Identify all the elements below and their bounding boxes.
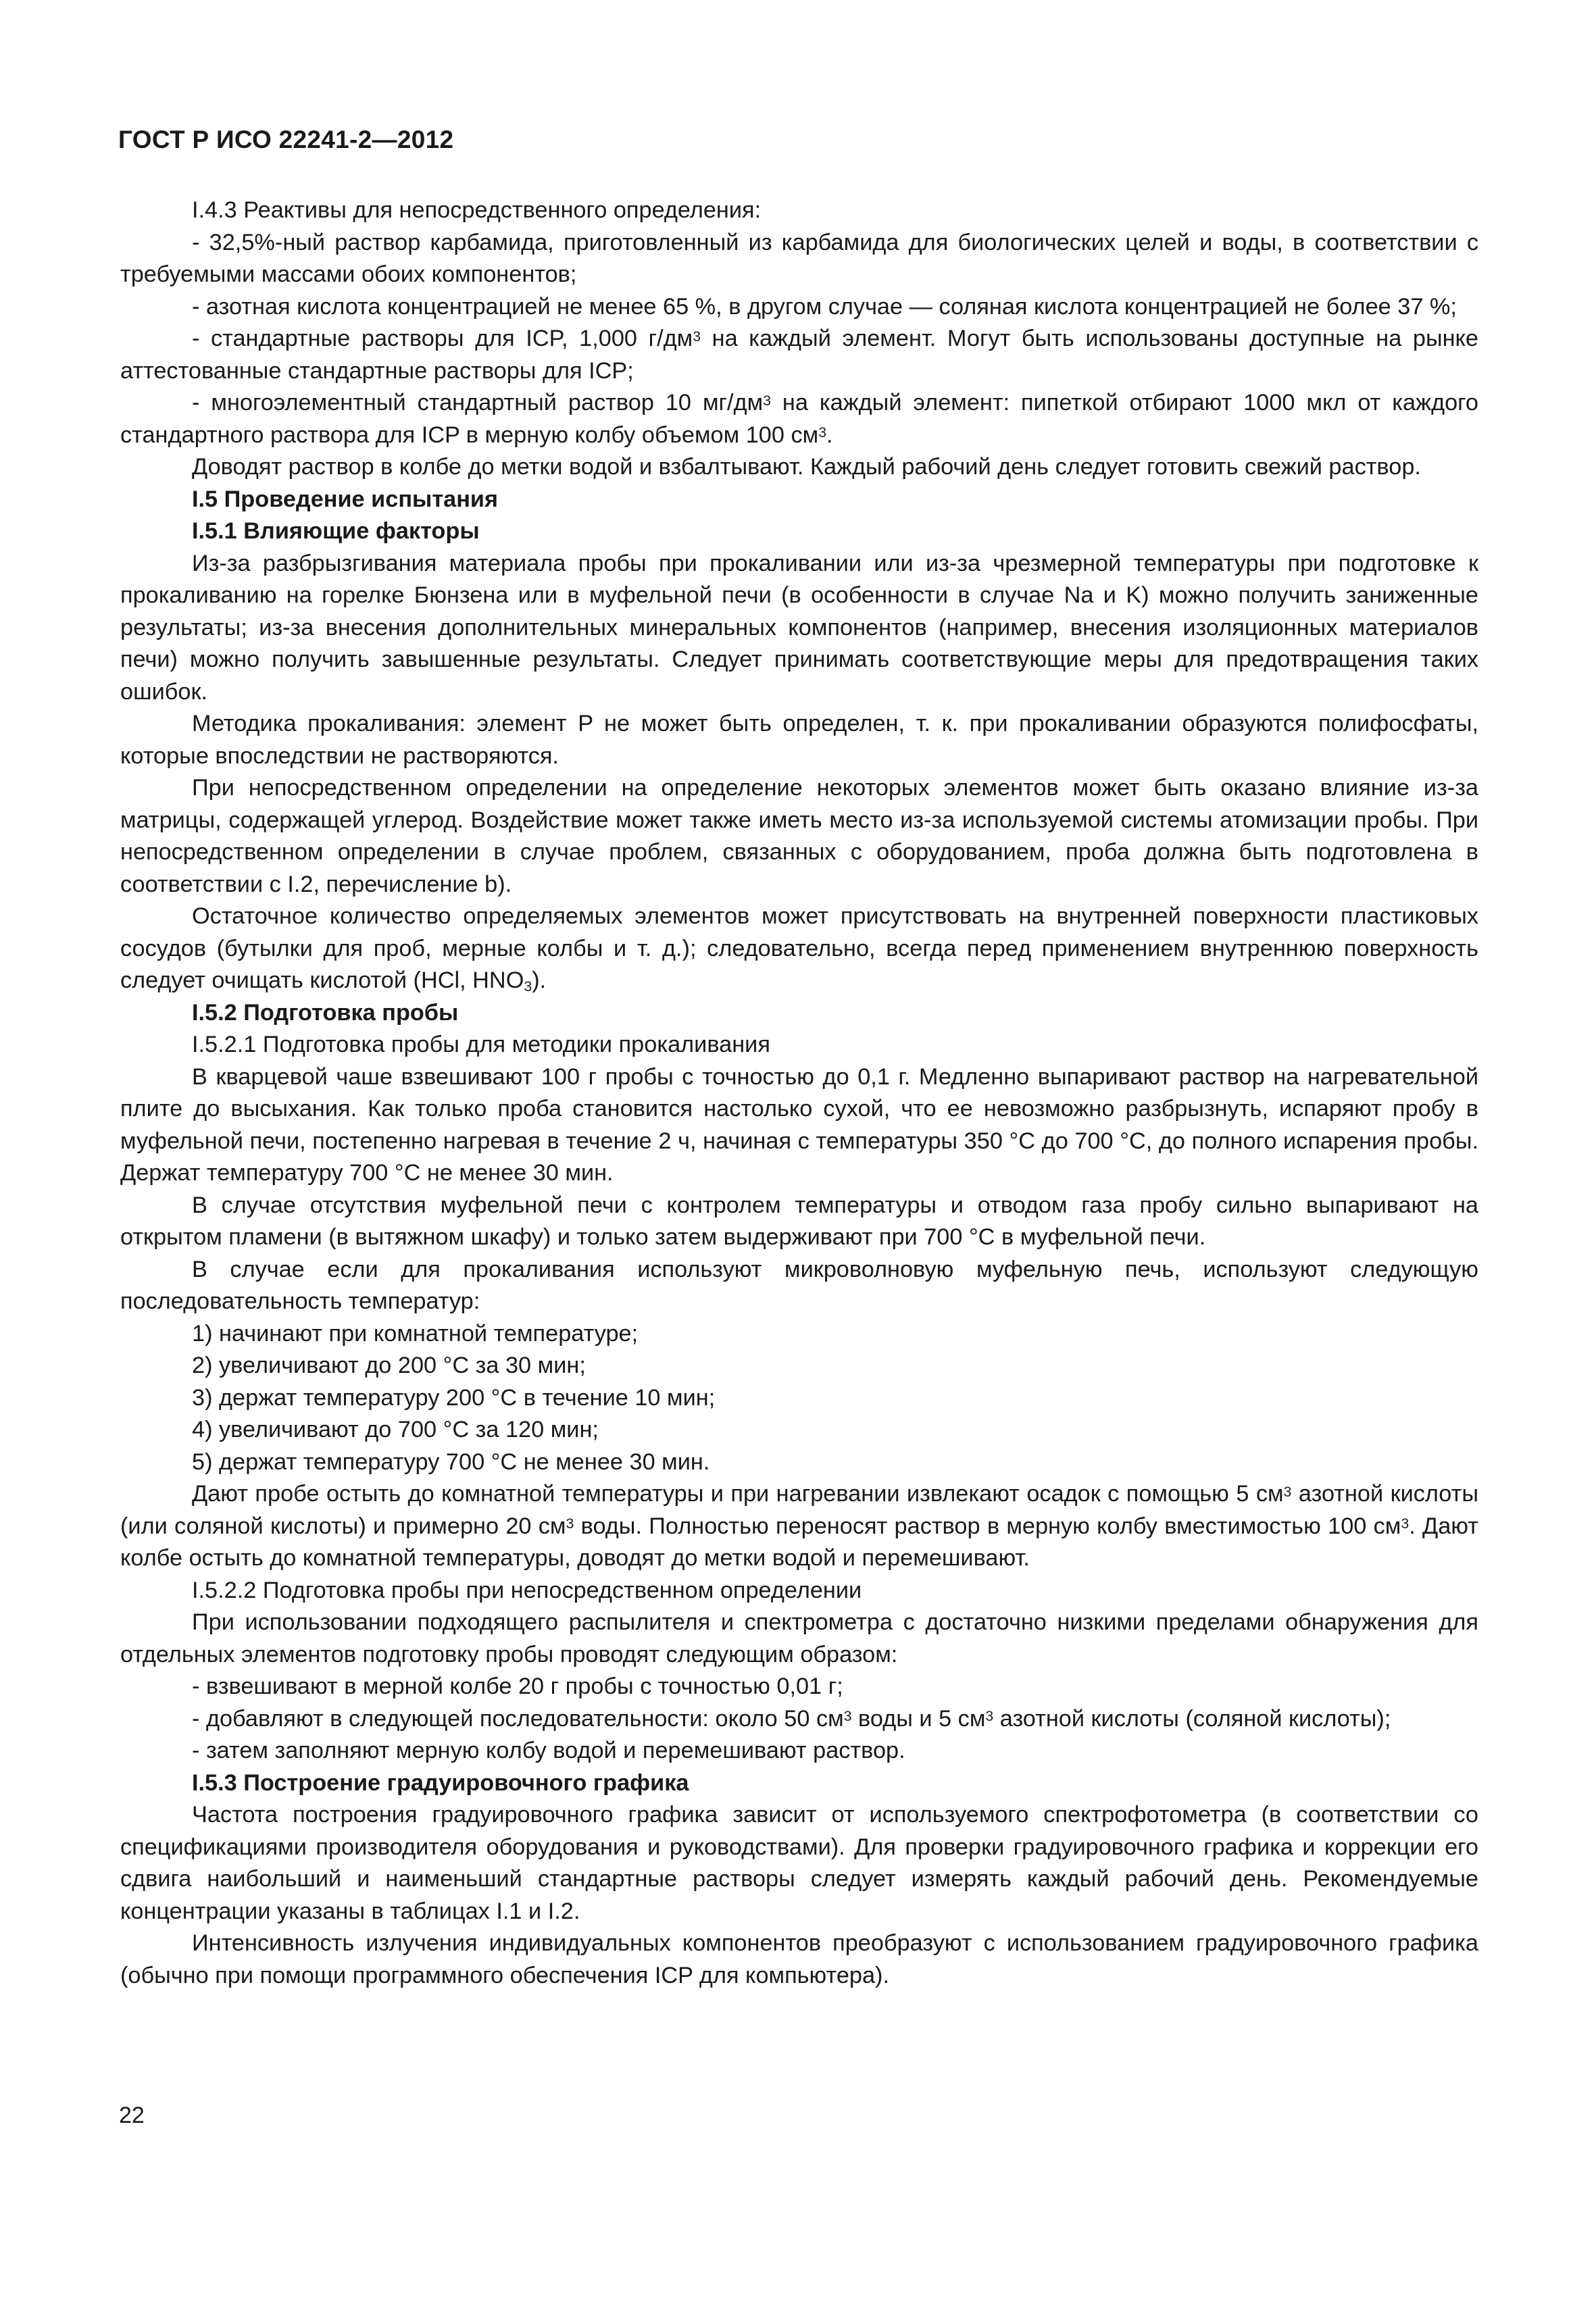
paragraph-text: на каждый элемент: пипеткой отбирают 1000 мкл от каждого стандартного раствора для ICP в мерную колбу объемом 100 см — [120, 390, 1478, 448]
superscript: 3 — [1283, 1483, 1292, 1500]
paragraph-text: азотной кислоты (соляной кислоты); — [993, 1705, 1391, 1732]
paragraph-text: Дают пробе остыть до комнатной температуры и при нагревании извлекают осадок с помощью 5 см — [192, 1481, 1284, 1507]
paragraph-text: 3) держат температуру 200 °C в течение 10 мин; — [192, 1384, 716, 1411]
body-paragraph — [120, 451, 1478, 484]
body-paragraph — [120, 1928, 1478, 1992]
paragraph-text: на каждый элемент. Могут быть использованы доступные на рынке аттестованные стандартные растворы для ICP; — [120, 326, 1478, 384]
paragraph-text: При непосредственном определении на определение некоторых элементов может быть оказано влияние из-за матрицы, содержащей углерод. Воздействие может также иметь место из-за используемой системы атомизации пробы. При непосредственном определении в случае проблем, связанных с оборудованием, проба должна быть подготовлена в соответствии с I.2, перечисление b). — [120, 775, 1478, 897]
body-paragraph — [120, 1447, 1478, 1479]
paragraph-text: Из-за разбрызгивания материала пробы при прокаливании или из-за чрезмерной температуры при подготовке к прокаливанию на горелке Бюнзена или в муфельной печи (в особенности в случае Na и K) можно получить заниженные результаты; из-за внесения дополнительных минеральных компонентов (например, внесения изоляционных материалов печи) можно получить завышенные результаты. Следует принимать соответствующие меры для предотвращения таких ошибок. — [120, 550, 1478, 705]
superscript: 3 — [566, 1515, 574, 1532]
superscript: 3 — [763, 392, 771, 409]
paragraph-text: I.5.2.1 Подготовка пробы для методики прокаливания — [192, 1032, 770, 1057]
section-heading — [120, 484, 1478, 516]
paragraph-text: I.5.2 Подготовка пробы — [192, 999, 459, 1026]
body-paragraph — [120, 1671, 1478, 1703]
body-paragraph — [120, 1382, 1478, 1415]
paragraph-text: Остаточное количество определяемых элементов может присутствовать на внутренней поверхности пластиковых сосудов (бутылки для проб, мерные колбы и т. д.); следовательно, всегда перед применением внутреннюю поверхность следует очищать кислотой (HCl, HNO — [120, 903, 1478, 993]
body-paragraph — [120, 291, 1478, 324]
superscript: 3 — [985, 1708, 994, 1725]
section-heading — [120, 997, 1478, 1030]
body-paragraph — [120, 901, 1478, 997]
body-paragraph — [120, 1607, 1478, 1671]
paragraph-text: I.5.1 Влияющие факторы — [192, 518, 480, 544]
paragraph-text: Методика прокаливания: элемент P не может быть определен, т. к. при прокаливании образуются полифосфаты, которые впоследствии не растворяются. — [120, 711, 1478, 769]
body-paragraph — [120, 1254, 1478, 1318]
paragraph-text: . Дают колбе остыть до комнатной температуры, доводят до метки водой и перемешивают. — [120, 1513, 1478, 1571]
paragraph-text: - взвешивают в мерной колбе 20 г пробы с точностью 0,01 г; — [192, 1674, 843, 1699]
paragraph-text: I.5 Проведение испытания — [192, 486, 499, 512]
body-paragraph — [120, 1478, 1478, 1575]
body-paragraph — [120, 1703, 1478, 1736]
body-paragraph — [120, 1799, 1478, 1928]
body-paragraph — [120, 1575, 1478, 1607]
paragraph-text: I.4.3 Реактивы для непосредственного определения: — [192, 197, 762, 223]
body-paragraph — [120, 1350, 1478, 1382]
paragraph-text: 5) держат температуру 700 °C не менее 30 мин. — [192, 1449, 710, 1475]
paragraph-text: 1) начинают при комнатной температуре; — [192, 1320, 639, 1347]
superscript: 3 — [818, 424, 827, 441]
paragraph-text: I.5.3 Построение градуировочного графика — [192, 1769, 689, 1796]
paragraph-text: - стандартные растворы для ICP, 1,000 г/дм — [192, 326, 693, 351]
paragraph-text: Частота построения градуировочного графика зависит от используемого спектрофотометра (в соответствии со спецификациями производителя оборудования и руководствами). Для проверки градуировочного графика и коррекции его сдвига наибольший и наименьший стандартные растворы следует измерять каждый рабочий день. Рекомендуемые концентрации указаны в таблицах I.1 и I.2. — [120, 1802, 1478, 1924]
paragraph-text: воды. Полностью переносят раствор в мерную колбу вместимостью 100 см — [574, 1513, 1401, 1539]
document-body — [120, 195, 1478, 1992]
paragraph-text: В случае отсутствия муфельной печи с контролем температуры и отводом газа пробу сильно выпаривают на открытом пламени (в вытяжном шкафу) и только затем выдерживают при 700 °C в муфельной печи. — [120, 1192, 1478, 1250]
paragraph-text: 4) увеличивают до 700 °C за 120 мин; — [192, 1417, 599, 1442]
standard-designation: ГОСТ Р ИСО 22241-2—2012 — [118, 126, 454, 153]
paragraph-text: В кварцевой чаше взвешивают 100 г пробы с точностью до 0,1 г. Медленно выпаривают раствор на нагревательной плите до высыхания. Как только проба становится настолько сухой, что ее невозможно разбрызнуть, испаряют пробу в муфельной печи, постепенно нагревая в течение 2 ч, начиная с температуры 350 °C до 700 °C, до полного испарения пробы. Держат температуру 700 °C не менее 30 мин. — [120, 1063, 1478, 1186]
superscript: 3 — [1401, 1515, 1410, 1532]
body-paragraph — [120, 548, 1478, 709]
paragraph-text: воды и 5 см — [851, 1705, 986, 1732]
paragraph-text: В случае если для прокаливания используют микроволновую муфельную печь, используют следующую последовательность температур: — [120, 1256, 1478, 1314]
paragraph-text: - азотная кислота концентрацией не менее 65 %, в другом случае — соляная кислота концентрацией не более 37 %; — [192, 293, 1457, 320]
paragraph-text: I.5.2.2 Подготовка пробы при непосредственном определении — [192, 1577, 862, 1603]
paragraph-text: При использовании подходящего распылителя и спектрометра с достаточно низкими пределами обнаружения для отдельных элементов подготовку пробы проводят следующим образом: — [120, 1609, 1478, 1667]
body-paragraph — [120, 772, 1478, 901]
paragraph-text: - затем заполняют мерную колбу водой и перемешивают раствор. — [192, 1738, 905, 1763]
subscript: 3 — [524, 978, 532, 995]
paragraph-text: ). — [532, 967, 547, 993]
section-heading — [120, 515, 1478, 548]
body-paragraph — [120, 195, 1478, 227]
body-paragraph — [120, 708, 1478, 772]
page-number: 22 — [119, 2103, 145, 2128]
paragraph-text: 2) увеличивают до 200 °C за 30 мин; — [192, 1353, 586, 1378]
paragraph-text: - многоэлементный стандартный раствор 10 мг/дм — [192, 390, 764, 416]
paragraph-text: - 32,5%-ный раствор карбамида, приготовленный из карбамида для биологических целей и воды, в соответствии с требуемыми массами обоих компонентов; — [120, 229, 1478, 287]
body-paragraph — [120, 1318, 1478, 1351]
body-paragraph — [120, 1029, 1478, 1061]
body-paragraph — [120, 1735, 1478, 1767]
body-paragraph — [120, 1414, 1478, 1447]
section-heading — [120, 1767, 1478, 1800]
body-paragraph — [120, 227, 1478, 291]
body-paragraph — [120, 323, 1478, 387]
superscript: 3 — [843, 1708, 852, 1725]
paragraph-text: Доводят раствор в колбе до метки водой и взбалтывают. Каждый рабочий день следует готовить свежий раствор. — [192, 454, 1421, 480]
paragraph-text: Интенсивность излучения индивидуальных компонентов преобразуют с использованием градуировочного графика (обычно при помощи программного обеспечения ICP для компьютера). — [120, 1930, 1478, 1988]
paragraph-text: азотной кислоты (или соляной кислоты) и примерно 20 см — [120, 1481, 1478, 1539]
body-paragraph — [120, 1061, 1478, 1190]
paragraph-text: - добавляют в следующей последовательности: около 50 см — [192, 1705, 844, 1732]
body-paragraph — [120, 387, 1478, 451]
superscript: 3 — [693, 328, 701, 345]
paragraph-text: . — [826, 422, 833, 448]
body-paragraph — [120, 1190, 1478, 1254]
